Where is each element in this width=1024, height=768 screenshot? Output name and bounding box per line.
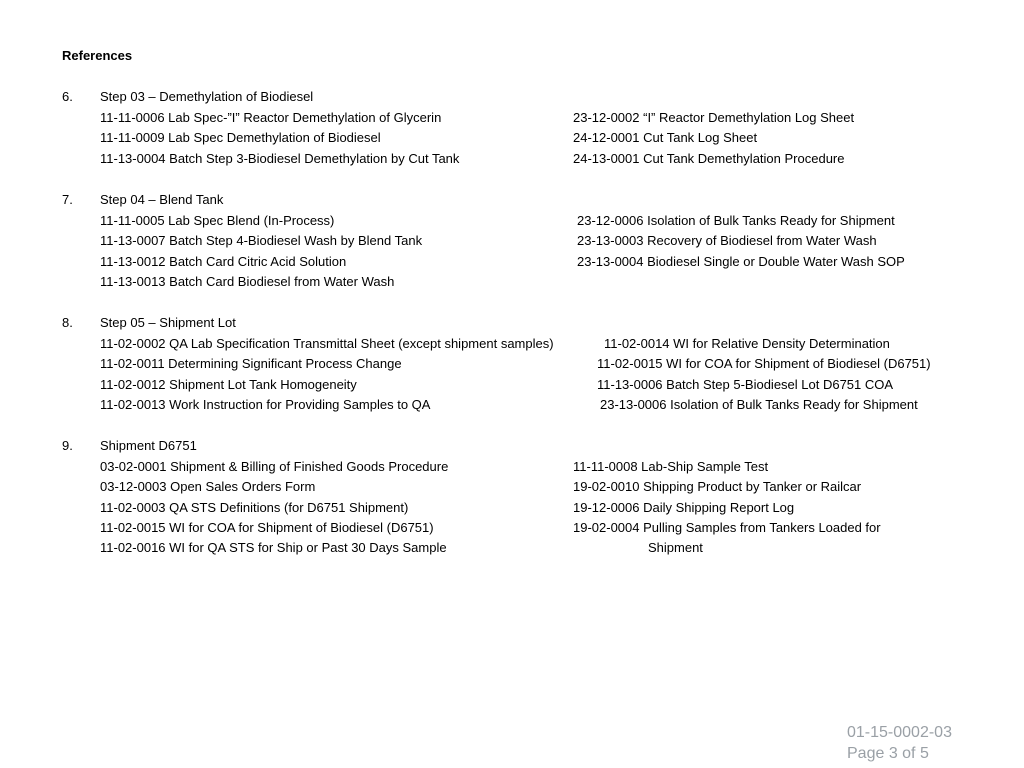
section-title: Shipment D6751	[100, 438, 197, 453]
reference-row	[0, 520, 1024, 538]
reference-left: 03-12-0003 Open Sales Orders Form	[100, 479, 316, 494]
reference-left: 11-02-0002 QA Lab Specification Transmittal Sheet (except shipment samples)	[100, 336, 554, 351]
reference-row	[0, 254, 1024, 272]
reference-row	[0, 397, 1024, 415]
reference-right: 23-13-0004 Biodiesel Single or Double Water Wash SOP	[577, 254, 905, 269]
section-number: 8.	[62, 315, 73, 330]
document-number: 01-15-0002-03	[847, 724, 952, 741]
section-title: Step 04 – Blend Tank	[100, 192, 224, 207]
reference-row	[0, 377, 1024, 395]
reference-right: 11-11-0008 Lab-Ship Sample Test	[573, 459, 769, 474]
reference-right: 23-12-0006 Isolation of Bulk Tanks Ready for Shipment	[577, 213, 895, 228]
reference-left: 11-02-0016 WI for QA STS for Ship or Past 30 Days Sample	[100, 540, 447, 555]
reference-left: 11-13-0013 Batch Card Biodiesel from Water Wash	[100, 274, 395, 289]
reference-row	[0, 356, 1024, 374]
reference-right: 11-02-0014 WI for Relative Density Determination	[604, 336, 890, 351]
page-number: Page 3 of 5	[847, 745, 929, 762]
reference-row	[0, 213, 1024, 231]
reference-row	[0, 130, 1024, 148]
section-number: 7.	[62, 192, 73, 207]
reference-right: 23-12-0002 “I” Reactor Demethylation Log Sheet	[573, 110, 855, 125]
reference-right: 24-13-0001 Cut Tank Demethylation Procedure	[573, 151, 845, 166]
reference-right: 19-02-0010 Shipping Product by Tanker or Railcar	[573, 479, 862, 494]
section-number: 9.	[62, 438, 73, 453]
reference-left: 03-02-0001 Shipment & Billing of Finished Goods Procedure	[100, 459, 449, 474]
reference-left: 11-11-0009 Lab Spec Demethylation of Biodiesel	[100, 130, 381, 145]
reference-right: 11-02-0015 WI for COA for Shipment of Biodiesel (D6751)	[597, 356, 931, 371]
reference-row	[0, 233, 1024, 251]
reference-left: 11-02-0012 Shipment Lot Tank Homogeneity	[100, 377, 357, 392]
reference-left: 11-02-0003 QA STS Definitions (for D6751 Shipment)	[100, 500, 409, 515]
reference-right: 24-12-0001 Cut Tank Log Sheet	[573, 130, 758, 145]
reference-right: 23-13-0003 Recovery of Biodiesel from Water Wash	[577, 233, 877, 248]
page-heading: References	[62, 48, 133, 63]
reference-left: 11-13-0007 Batch Step 4-Biodiesel Wash by Blend Tank	[100, 233, 423, 248]
reference-row	[0, 540, 1024, 558]
reference-right: 19-02-0004 Pulling Samples from Tankers Loaded for	[573, 520, 881, 535]
section-title: Step 05 – Shipment Lot	[100, 315, 236, 330]
section-number: 6.	[62, 89, 73, 104]
reference-left: 11-02-0011 Determining Significant Process Change	[100, 356, 402, 371]
reference-row	[0, 459, 1024, 477]
reference-right: 19-12-0006 Daily Shipping Report Log	[573, 500, 795, 515]
section-title: Step 03 – Demethylation of Biodiesel	[100, 89, 314, 104]
reference-row	[0, 500, 1024, 518]
reference-left: 11-02-0015 WI for COA for Shipment of Biodiesel (D6751)	[100, 520, 434, 535]
reference-row	[0, 479, 1024, 497]
reference-right: Shipment	[648, 540, 703, 555]
reference-row	[0, 274, 1024, 292]
reference-left: 11-13-0004 Batch Step 3-Biodiesel Demethylation by Cut Tank	[100, 151, 460, 166]
reference-left: 11-11-0005 Lab Spec Blend (In-Process)	[100, 213, 335, 228]
reference-left: 11-13-0012 Batch Card Citric Acid Solution	[100, 254, 347, 269]
reference-row	[0, 151, 1024, 169]
reference-right: 11-13-0006 Batch Step 5-Biodiesel Lot D6751 COA	[597, 377, 894, 392]
reference-left: 11-02-0013 Work Instruction for Providing Samples to QA	[100, 397, 431, 412]
reference-right: 23-13-0006 Isolation of Bulk Tanks Ready for Shipment	[600, 397, 918, 412]
reference-row	[0, 110, 1024, 128]
reference-left: 11-11-0006 Lab Spec-”I” Reactor Demethylation of Glycerin	[100, 110, 442, 125]
reference-row	[0, 336, 1024, 354]
